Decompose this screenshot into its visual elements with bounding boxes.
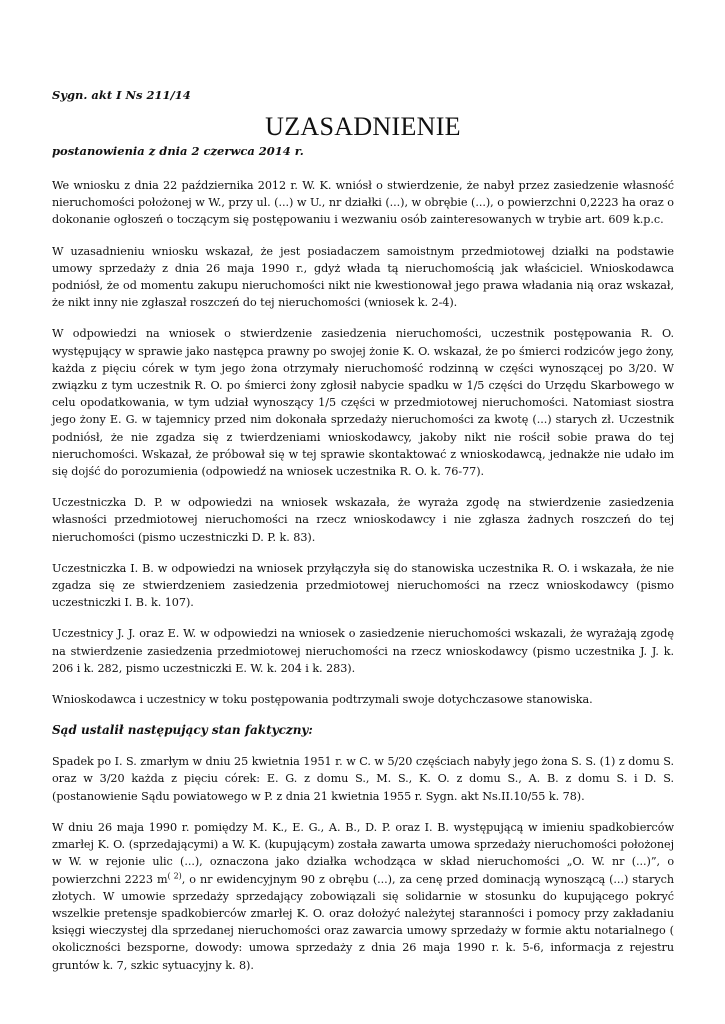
paragraph-participant-ib: Uczestniczka I. B. w odpowiedzi na wniosek przyłączyła się do stanowiska uczestnika R. O. i wskazała, że nie zgadza się ze stwierdzeniem zasiedzenia przedmiotowej nieruchomości na rzecz wnioskodawcy (pismo uczestniczki I. B. k. 107). — [52, 561, 674, 610]
paragraph-sale-text-start: W dniu 26 maja 1990 r. pomiędzy M. K., E. G., A. B., D. P. oraz I. B. występującą w imieniu spadkobierców zmarłej K. O. (sprzedającymi) a W. K. (kupującym) została zawarta umowa sprzedaży nieruchomości położonej w W. w rejonie ulic (...), oznaczona jako działka wchodząca w skład nieruchomości „O. W. nr (...)”, o powierzchni 2223 m — [52, 820, 674, 886]
document-page — [52, 88, 674, 988]
paragraph-sale-text-end: , o nr ewidencyjnym 90 z obrębu (...), za cenę przed dominacją wynoszącą (...) starych złotych. W umowie sprzedaży sprzedający zobowiązali się solidarnie w stosunku do kupującego pokryć wszelkie pretensje spadkobierców zmarłej K. O. oraz dołożyć należytej staranności i pomocy przy zakładaniu księgi wieczystej dla sprzedanej nieruchomości oraz zawarcia umowy sprzedaży w formie aktu notarialnego ( okoliczności bezsporne, dowody: umowa sprzedaży z dnia 26 maja 1990 r. k. 5-6, informacja z rejestru gruntów k. 7, szkic sytuacyjny k. 8). — [52, 872, 674, 972]
paragraph-participant-ro: W odpowiedzi na wniosek o stwierdzenie zasiedzenia nieruchomości, uczestnik postępowania R. O. występujący w sprawie jako następca prawny po swojej żonie K. O. wskazał, że po śmierci rodziców jego żony, każda z pięciu córek w tym jego żona otrzymały nieruchomość rodzinną w części wynoszącej po 3/20. W związku z tym uczestnik R. O. po śmierci żony zgłosił nabycie spadku w 1/5 części do Urzędu Skarbowego w celu opodatkowania, w tym udział wynoszący 1/5 części w przedmiotowej nieruchomości. Natomiast siostra jego żony E. G. w tajemnicy przed nim dokonała sprzedaży nieruchomości za kwotę (...) starych zł. Uczestnik podniósł, że nie zgadza się z twierdzeniami wnioskodawcy, jakoby nikt nie rościł sobie prawa do tej nieruchomości. Wskazał, że próbował się w tej sprawie skontaktować z wnioskodawcą, jednakże nie udało im się dojść do porozumienia (odpowiedź na wniosek uczestnika R. O. k. 76-77). — [52, 327, 674, 479]
case-number: Sygn. akt I Ns 211/14 — [52, 88, 191, 102]
paragraph-inheritance: Spadek po I. S. zmarłym w dniu 25 kwietnia 1951 r. w C. w 5/20 częściach nabyły jego żona S. S. (1) z domu S. oraz w 3/20 każda z pięciu córek: E. G. z domu S., M. S., K. O. z domu S., A. B. z domu S. i D. S. (postanowienie Sądu powiatowego w P. z dnia 21 kwietnia 1955 r. Sygn. akt Ns.II.10/55 k. 78). — [52, 755, 674, 803]
document-subtitle: postanowienia z dnia 2 czerwca 2014 r. — [52, 144, 304, 158]
paragraph-justification: W uzasadnieniu wniosku wskazał, że jest posiadaczem samoistnym przedmiotowej działki na podstawie umowy sprzedaży z dnia 26 maja 1990 r., gdyż włada tą nieruchomością jak właściciel. Wnioskodawca podniósł, że od momentu zakupu nieruchomości nikt nie kwestionował jego prawa władania nią oraz wskazał, że nikt inny nie zgłaszał roszczeń do tej nieruchomości (wniosek k. 2-4). — [52, 244, 674, 310]
paragraph-participant-dp: Uczestniczka D. P. w odpowiedzi na wniosek wskazała, że wyraża zgodę na stwierdzenie zasiedzenia własności przedmiotowej nieruchomości na rzecz wnioskodawcy i nie zgłasza żadnych roszczeń do tej nieruchomości (pismo uczestniczki D. P. k. 83). — [52, 496, 674, 544]
paragraph-sale — [52, 819, 674, 974]
paragraph-motion: We wniosku z dnia 22 października 2012 r. W. K. wniósł o stwierdzenie, że nabył przez zasiedzenie własność nieruchomości położonej w W., przy ul. (...) w U., nr działki (...), w obrębie (...), o powierzchni 0,2223 ha oraz o dokonanie ogłoszeń o toczącym się postępowaniu i wezwaniu osób zainteresowanych w trybie art. 609 k.p.c. — [52, 179, 674, 227]
paragraph-positions: Wnioskodawca i uczestnicy w toku postępowania podtrzymali swoje dotychczasowe stanowiska. — [52, 693, 593, 707]
facts-heading: Sąd ustalił następujący stan faktyczny: — [52, 723, 313, 738]
document-title: UZASADNIENIE — [265, 112, 461, 141]
paragraph-participants-jj-ew: Uczestnicy J. J. oraz E. W. w odpowiedzi na wniosek o zasiedzenie nieruchomości wskazali, że wyrażają zgodę na stwierdzenie zasiedzenia przedmiotowej nieruchomości na rzecz wnioskodawcy (pismo uczestnika J. J. k. 206 i k. 282, pismo uczestniczki E. W. k. 204 i k. 283). — [52, 627, 674, 675]
square-meter-superscript: ( 2) — [167, 870, 182, 880]
